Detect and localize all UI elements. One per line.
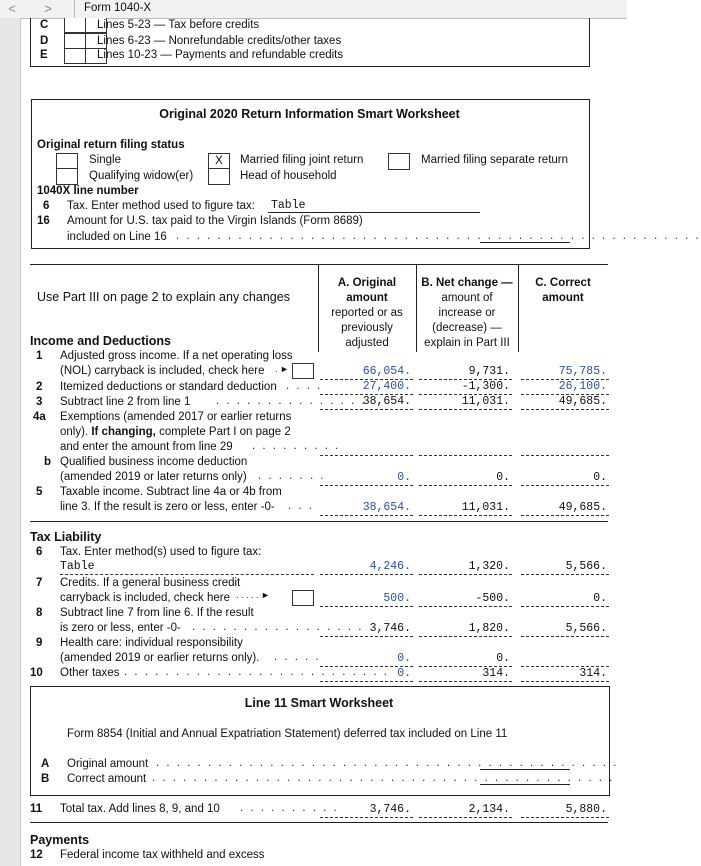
l6-colc-amount[interactable]: 5,566.: [565, 560, 607, 573]
row-c-box-1[interactable]: [64, 18, 86, 33]
row-e-box-1[interactable]: [64, 48, 86, 64]
l7-cola-line: [320, 606, 413, 607]
window-title: Form 1040-X: [84, 2, 152, 14]
line12-text: Federal income tax withheld and excess: [60, 849, 265, 861]
l6-cola-amount[interactable]: 4,246.: [369, 560, 411, 573]
l3-colb-line: [419, 409, 512, 410]
l10-colb-amount[interactable]: 314.: [482, 667, 510, 680]
l1-colc-amount[interactable]: 75,785.: [558, 365, 607, 378]
l1-colb-amount[interactable]: 9,731.: [468, 365, 510, 378]
l4b-colb-line: [419, 485, 512, 486]
l7-colc-amount[interactable]: 0.: [593, 592, 607, 605]
l2-colb-amount[interactable]: -1,300.: [461, 380, 510, 393]
l5-cola-line: [320, 515, 413, 516]
l11-colc-amount[interactable]: 5,880.: [565, 803, 607, 816]
l2-cola-amount[interactable]: 27,400.: [362, 380, 411, 393]
l5-cola-amount[interactable]: 38,654.: [362, 501, 411, 514]
line12-num: 12: [30, 849, 43, 861]
line5-text-1: Taxable income. Subtract line 4a or 4b from: [60, 486, 282, 498]
line6-num: 6: [36, 546, 43, 558]
gbc-checkbox[interactable]: [292, 590, 314, 606]
mfj-label: Married filing joint return: [240, 154, 364, 166]
line11-ws-a-leader: . . . . . . . . . . . . . . . . . . . . . . . . . . . . . . . . . . . . . . . . . . . . .: [156, 757, 619, 769]
line-number-label: 1040X line number: [37, 185, 139, 197]
tax-section-rule: [30, 521, 608, 522]
l11-cola-amount[interactable]: 3,746.: [369, 803, 411, 816]
l8-colc-amount[interactable]: 5,566.: [565, 622, 607, 635]
ws-line16-leader: . . . . . . . . . . . . . . . . . . . . . . . . . . . . . . . . . . . . . . . . . . . . . . . . . . .: [176, 230, 701, 242]
line7-text-1: Credits. If a general business credit: [60, 577, 241, 589]
l7-colb-line: [419, 606, 512, 607]
col-a-h2: amount: [346, 292, 388, 304]
line5-num: 5: [36, 486, 43, 498]
mfs-label: Married filing separate return: [421, 154, 569, 166]
ws-line6-text: Tax. Enter method used to figure tax:: [67, 200, 255, 212]
col-a-header: [318, 276, 416, 351]
l2-colc-amount[interactable]: 26,100.: [558, 380, 607, 393]
l5-colc-line: [521, 515, 609, 516]
line10-leader: . . . . . . . . . . . . . . . . . . . . . . . . . .: [124, 666, 389, 678]
l7-cola-amount[interactable]: 500.: [383, 592, 411, 605]
row-c-letter: C: [40, 19, 49, 31]
toolbar: [0, 0, 627, 19]
line8-text-1: Subtract line 7 from line 6. If the result: [60, 607, 254, 619]
hoh-checkbox[interactable]: [208, 168, 230, 185]
l3-colb-amount[interactable]: 11,031.: [461, 395, 510, 408]
line4b-leader: . . . . . . .: [258, 470, 326, 482]
l3-colc-line: [521, 409, 609, 410]
mfs-checkbox[interactable]: [388, 153, 410, 170]
l11-cola-line: [320, 817, 413, 818]
l5-colb-line: [419, 515, 512, 516]
l4b-colc-amount[interactable]: 0.: [593, 471, 607, 484]
line5-leader: . . .: [288, 500, 314, 512]
part-top-rule: [30, 264, 608, 265]
l1-cola-amount[interactable]: 66,054.: [362, 365, 411, 378]
ws-line16-num: 16: [37, 215, 50, 227]
line11-ws-title: Line 11 Smart Worksheet: [244, 696, 394, 710]
col-b-h4: (decrease) —: [432, 322, 502, 334]
nol-checkbox[interactable]: [292, 363, 314, 379]
line4b-text-2: (amended 2019 or later returns only): [60, 471, 247, 483]
line4a-complete: complete Part I on page 2: [159, 426, 291, 438]
line1-text-a: Adjusted gross income. If a net operating loss: [60, 350, 293, 362]
ws-line6-underline: [268, 212, 480, 213]
line8-num: 8: [36, 607, 43, 619]
l10-colb-line: [419, 681, 512, 682]
line11-leader: . . . . . . . . . .: [240, 802, 339, 814]
l4a-colc-line: [521, 455, 609, 456]
l10-cola-line: [320, 681, 413, 682]
l11-colb-line: [419, 817, 512, 818]
line2-num: 2: [36, 381, 43, 393]
single-label: Single: [89, 154, 121, 166]
filing-status-label: Original return filing status: [37, 139, 185, 151]
line4b-text-1: Qualified business income deduction: [60, 456, 248, 468]
line3-text: Subtract line 2 from line 1: [60, 396, 191, 408]
line11-ws-desc: Form 8854 (Initial and Annual Expatriation Statement) deferred tax included on Line 11: [67, 728, 508, 740]
l6-colb-line: [419, 574, 512, 575]
line11-num: 11: [30, 803, 43, 815]
row-d-letter: D: [40, 35, 49, 47]
row-c-text: Lines 5-23 — Tax before credits: [97, 19, 260, 31]
line8-text-2: is zero or less, enter -0-: [60, 622, 181, 634]
l10-colc-line: [521, 681, 609, 682]
col-a-h5: adjusted: [345, 337, 389, 349]
payments-rule: [30, 822, 608, 823]
col-b-h1: B. Net change —: [421, 277, 513, 289]
line9-num: 9: [36, 637, 43, 649]
line11-ws-b-letter: B: [41, 773, 50, 785]
line7-text-2: carryback is included, check here: [60, 592, 231, 604]
col-b-header: [416, 276, 518, 351]
payments-section-title: Payments: [30, 833, 90, 847]
col-c-header: [518, 276, 608, 306]
l4a-cola-line: [320, 455, 413, 456]
l8-colc-line: [521, 636, 609, 637]
col-b-h3: increase or: [438, 307, 496, 319]
col-b-h5: explain in Part III: [424, 337, 510, 349]
l3-cola-line: [320, 409, 413, 410]
line4a-text-3: and enter the amount from line 29: [60, 441, 233, 453]
col-a-h4: previously: [341, 322, 393, 334]
income-section-title: Income and Deductions: [30, 334, 171, 348]
line6-text: Tax. Enter method(s) used to figure tax:: [60, 546, 262, 558]
back-button[interactable]: <: [8, 1, 16, 16]
l4b-cola-amount[interactable]: 0.: [397, 471, 411, 484]
col-a-h3: reported or as: [331, 307, 403, 319]
line4b-num: b: [44, 456, 52, 468]
worksheet-title: Original 2020 Return Information Smart Worksheet: [159, 107, 460, 121]
l5-colc-amount[interactable]: 49,685.: [558, 501, 607, 514]
l9-colb-amount[interactable]: 0.: [496, 652, 510, 665]
l4b-colb-amount[interactable]: 0.: [496, 471, 510, 484]
line4a-num: 4a: [33, 411, 46, 423]
line6-method-line: [60, 574, 314, 575]
line11-ws-a-field[interactable]: [480, 769, 570, 770]
line4a-text-1: Exemptions (amended 2017 or earlier returns: [60, 411, 292, 423]
l6-colc-line: [521, 574, 609, 575]
line10-text: Other taxes: [60, 667, 120, 679]
l6-colb-amount[interactable]: 1,320.: [468, 560, 510, 573]
line1-text-b: (NOL) carryback is included, check here: [60, 365, 265, 377]
line4a-leader: . . . . . . . . .: [252, 440, 341, 452]
line9-text-2: (amended 2019 or earlier returns only).: [60, 652, 260, 664]
row-e-letter: E: [40, 49, 48, 61]
l7-colc-line: [521, 606, 609, 607]
l3-colc-amount[interactable]: 49,685.: [558, 395, 607, 408]
line4a-if-changing: If changing,: [91, 426, 156, 438]
l6-cola-line: [320, 574, 413, 575]
col-c-h1: C. Correct: [535, 277, 591, 289]
l7-colb-amount[interactable]: -500.: [475, 592, 510, 605]
qw-label: Qualifying widow(er): [89, 170, 194, 182]
line8-leader: . . . . . . . . . . . . . . . . .: [192, 621, 364, 633]
ws-line6-value[interactable]: Table: [271, 199, 306, 212]
ws-line16-field[interactable]: [480, 242, 570, 243]
line3-num: 3: [36, 396, 43, 408]
l10-colc-amount[interactable]: 314.: [579, 667, 607, 680]
line3-leader: . . . . . . . . . . . . . . .: [216, 395, 367, 407]
l4b-colc-line: [521, 485, 609, 486]
line1-arrow-icon: . ►: [275, 364, 289, 374]
col-b-h2: amount of: [441, 292, 493, 304]
line11-ws-b-leader: . . . . . . . . . . . . . . . . . . . . . . . . . . . . . . . . . . . . . . . . . . . . .: [152, 772, 615, 784]
l10-cola-amount[interactable]: 0.: [397, 667, 411, 680]
ws-line16-text2: included on Line 16: [67, 231, 167, 243]
line10-num: 10: [30, 667, 43, 679]
hoh-label: Head of household: [240, 170, 337, 182]
line1-num: 1: [36, 350, 43, 362]
col-a-h1: A. Original: [337, 277, 397, 289]
line11-ws-a-letter: A: [41, 758, 50, 770]
mfj-checkbox[interactable]: X: [208, 153, 230, 170]
row-e-text: Lines 10-23 — Payments and refundable credits: [97, 49, 344, 61]
line9-leader: . . . . .: [274, 651, 321, 663]
l11-colc-line: [521, 817, 609, 818]
row-d-box-1[interactable]: [64, 33, 86, 49]
qw-checkbox[interactable]: [56, 168, 78, 185]
ws-line16-text: Amount for U.S. tax paid to the Virgin Islands (Form 8689): [67, 215, 363, 227]
l11-colb-amount[interactable]: 2,134.: [468, 803, 510, 816]
l8-colb-amount[interactable]: 1,820.: [468, 622, 510, 635]
line9-text-1: Health care: individual responsibility: [60, 637, 243, 649]
left-gutter: [0, 18, 21, 866]
l8-cola-line: [320, 636, 413, 637]
line7-arrow-icon: . . . . . ►: [236, 590, 270, 600]
line5-text-2: line 3. If the result is zero or less, enter -0-: [60, 501, 275, 513]
line2-text: Itemized deductions or standard deduction: [60, 381, 277, 393]
forward-button[interactable]: >: [44, 1, 52, 16]
ws-line6-num: 6: [43, 200, 50, 212]
l4b-cola-line: [320, 485, 413, 486]
l8-colb-line: [419, 636, 512, 637]
l9-cola-amount[interactable]: 0.: [397, 652, 411, 665]
line7-num: 7: [36, 577, 43, 589]
tax-section-title: Tax Liability: [30, 530, 102, 544]
line11-ws-b-field[interactable]: [480, 784, 570, 785]
col-c-h2: amount: [542, 292, 584, 304]
l8-cola-amount[interactable]: 3,746.: [369, 622, 411, 635]
line6-method[interactable]: Table: [60, 560, 95, 573]
toolbar-divider: [74, 0, 75, 18]
l3-cola-amount[interactable]: 38,654.: [362, 395, 411, 408]
line11-ws-a-text: Original amount: [67, 758, 149, 770]
line4a-text-2: [60, 426, 291, 438]
line4a-only: only).: [60, 426, 89, 438]
line11-text: Total tax. Add lines 8, 9, and 10: [60, 803, 220, 815]
row-d-text: Lines 6-23 — Nonrefundable credits/other taxes: [97, 35, 342, 47]
l4a-colb-line: [419, 455, 512, 456]
use-part3-note: Use Part III on page 2 to explain any changes: [37, 290, 290, 304]
l5-colb-amount[interactable]: 11,031.: [461, 501, 510, 514]
line11-ws-b-text: Correct amount: [67, 773, 147, 785]
line2-leader: . . . .: [286, 380, 323, 392]
